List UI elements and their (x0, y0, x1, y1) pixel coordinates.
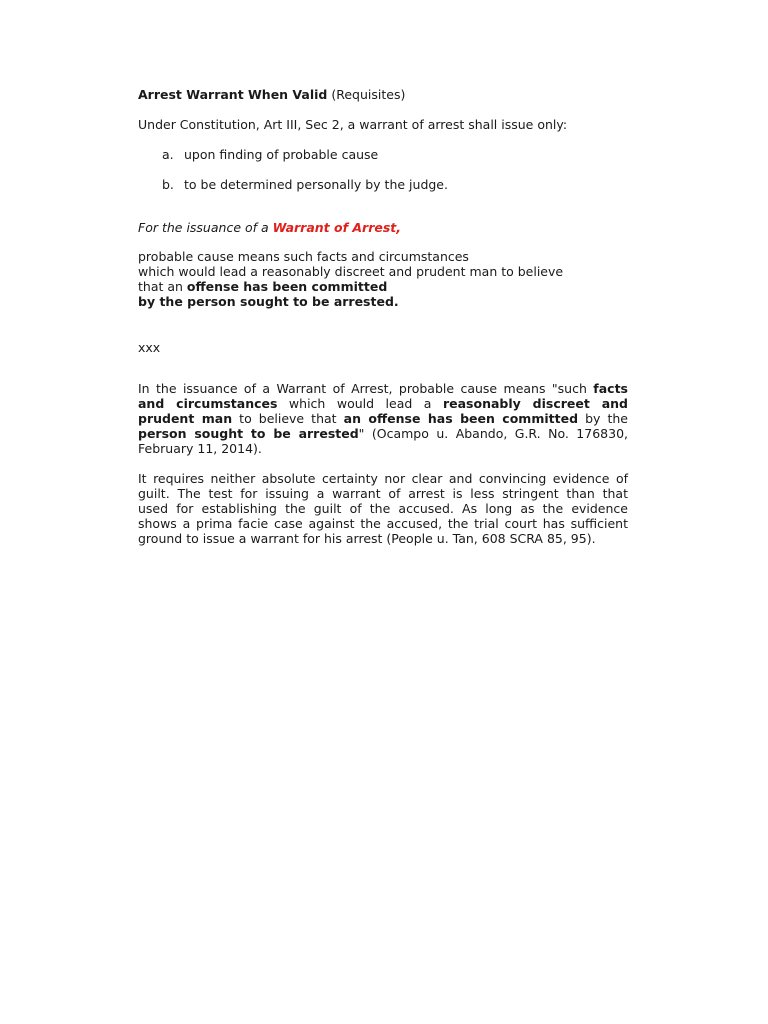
paragraph-line: In the issuance of a Warrant of Arrest, probable cause means "such facts (138, 381, 628, 396)
definition-line: probable cause means such facts and circumstances (138, 249, 469, 264)
paragraph-probable-cause (138, 381, 628, 456)
requisite-item-a (162, 146, 378, 164)
issuance-highlight: Warrant of Arrest, (272, 220, 402, 235)
paragraph-line: used for establishing the guilt of the accused. As long as the evidence (138, 501, 628, 516)
paragraph-line: ground to issue a warrant for his arrest (People u. Tan, 608 SCRA 85, 95). (138, 531, 596, 546)
section-title (138, 86, 405, 104)
requisite-text-b: to be determined personally by the judge. (184, 177, 448, 192)
paragraph-line: prudent man to believe that an offense has been committed by the (138, 411, 628, 426)
definition-block (138, 249, 563, 309)
definition-line: that an offense has been committed (138, 279, 388, 294)
definition-line: which would lead a reasonably discreet and prudent man to believe (138, 264, 564, 279)
requisite-item-b (162, 176, 448, 194)
paragraph-certainty (138, 471, 628, 546)
paragraph-line: person sought to be arrested" (Ocampo u. Abando, G.R. No. 176830, (138, 426, 628, 441)
section-title-bold: Arrest Warrant When Valid (138, 87, 328, 102)
intro-text: Under Constitution, Art III, Sec 2, a warrant of arrest shall issue only: (138, 117, 568, 132)
requisite-text-a: upon finding of probable cause (184, 147, 379, 162)
paragraph-line: shows a prima facie case against the accused, the trial court has sufficient (138, 516, 628, 531)
separator-text: xxx (138, 340, 161, 355)
paragraph-line: guilt. The test for issuing a warrant of arrest is less stringent than that (138, 486, 628, 501)
definition-line: by the person sought to be arrested. (138, 294, 399, 309)
paragraph-line: and circumstances which would lead a reasonably discreet and (138, 396, 629, 411)
requisite-marker-a: a. (162, 147, 174, 162)
issuance-prefix: For the issuance of a (138, 220, 273, 235)
section-title-suffix: (Requisites) (327, 87, 406, 102)
paragraph-line: February 11, 2014). (138, 441, 262, 456)
requisite-marker-b: b. (162, 177, 174, 192)
issuance-heading (138, 219, 401, 237)
paragraph-line: It requires neither absolute certainty nor clear and convincing evidence of (138, 471, 628, 486)
